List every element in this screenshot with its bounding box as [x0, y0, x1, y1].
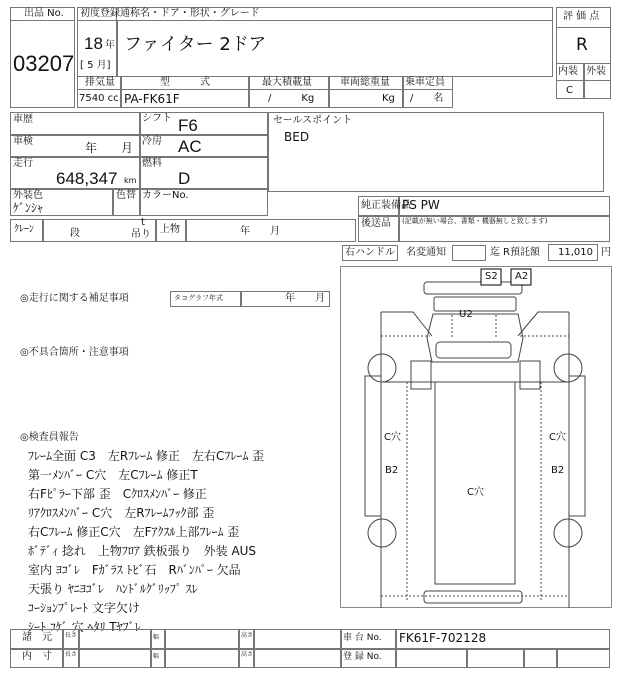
report-line: ｺｰｼｮﾝﾌﾟﾚｰﾄ 文字欠け — [28, 601, 140, 615]
grade: R — [576, 35, 588, 55]
model-label: 型 式 — [160, 77, 210, 88]
displacement-label: 排気量 — [85, 77, 115, 88]
inner-row-label: 内 寸 — [22, 651, 52, 662]
inspection: 年 月 — [85, 141, 134, 155]
inspection-label: 車検 — [13, 136, 33, 147]
mark-s2: S2 — [485, 271, 498, 282]
mark-b-left: B2 — [385, 465, 399, 476]
divider — [185, 219, 187, 242]
sales-text: BED — [284, 130, 310, 144]
tacho-label: タコグラフ年式 — [174, 294, 223, 302]
divider — [523, 648, 525, 668]
report-title: ◎検査員報告 — [20, 432, 79, 443]
color-label: 外装色 — [13, 190, 43, 201]
model: PA-FK61F — [124, 92, 180, 106]
fuel-label: 燃料 — [142, 158, 162, 169]
driving-notes-title: ◎走行に関する補足事項 — [20, 293, 129, 304]
mark-a2: A2 — [515, 271, 529, 282]
name-label: 通称名・ドア・形状・グレード — [120, 8, 260, 19]
divider — [150, 629, 152, 668]
width-label-2: 幅 — [153, 653, 160, 660]
mark-b-right: B2 — [551, 465, 565, 476]
length-label: 長さ — [65, 632, 78, 639]
history-label: 車歴 — [13, 114, 33, 125]
wheel-rr — [554, 519, 582, 547]
divider — [164, 629, 166, 668]
interior-label: 内装 — [558, 66, 578, 77]
equip-label: 純正装備品 — [361, 200, 411, 211]
crane-stage: 段 — [70, 228, 80, 239]
reg-month: [ 5 月] — [80, 60, 111, 71]
fuel: D — [178, 169, 191, 188]
mirror-right — [520, 361, 540, 389]
year-unit: 年 — [105, 40, 115, 51]
yen-label: 円 — [601, 247, 611, 258]
wheel-fl — [368, 354, 396, 382]
crane-t: t — [141, 217, 145, 228]
interior-grade: C — [566, 85, 573, 96]
name-change-label: 名変通知 — [406, 247, 446, 258]
height-label-2: 高さ — [241, 651, 254, 658]
cab-roof — [427, 314, 523, 362]
mark-c-left: C穴 — [384, 432, 401, 443]
damage-diagram — [340, 266, 612, 608]
report-line: 天張り ﾔﾆﾖｺﾞﾚ ﾊﾝﾄﾞﾙｸﾞﾘｯﾌﾟ ｽﾚ — [28, 582, 198, 596]
report-list — [28, 447, 264, 637]
right-step — [569, 376, 585, 516]
divider — [62, 629, 64, 668]
report-line: ﾘｱｸﾛｽﾒﾝﾊﾞｰ C穴 左Rﾌﾚｰﾑﾌｯｸ部 歪 — [28, 506, 215, 520]
divider — [466, 648, 468, 668]
divider — [155, 219, 157, 242]
body-date: 年 月 — [240, 226, 280, 237]
defects-title: ◎不具合箇所・注意事項 — [20, 347, 129, 358]
divider — [395, 629, 397, 668]
later-label: 後送品 — [361, 218, 391, 229]
divider — [10, 648, 610, 650]
gross-label: 車両総重量 — [340, 77, 390, 88]
first-reg-label: 初度登録 — [80, 8, 120, 19]
rear-bumper — [424, 591, 522, 603]
divider — [240, 291, 242, 307]
report-line: ｼｰﾄ ｺｹﾞ 穴 ﾍﾀﾘ Tﾔﾌﾞﾚ — [28, 620, 141, 634]
divider — [120, 76, 122, 108]
tacho-date: 年 月 — [285, 293, 325, 304]
ac-label: 冷房 — [142, 136, 162, 147]
body-label: 上物 — [160, 224, 180, 235]
crane-label: ｸﾚｰﾝ — [14, 224, 34, 235]
color-no-label: カラーNo. — [142, 190, 189, 201]
equip-value: PS PW — [402, 198, 440, 212]
report-line: 右Cﾌﾚｰﾑ 修正C穴 左Fｱｸｽﾙ上部ﾌﾚｰﾑ 歪 — [28, 525, 240, 539]
lot-number: 03207 — [13, 51, 75, 76]
displacement: 7540 cc — [79, 93, 119, 104]
gross: Kg — [382, 93, 395, 104]
divider — [328, 76, 330, 108]
height-label: 高さ — [241, 632, 254, 639]
crane-lift: 吊り — [131, 229, 151, 240]
capacity-label: 乗車定員 — [405, 77, 445, 88]
shift-label: シフト — [142, 113, 172, 124]
max-load: / Kg — [268, 93, 315, 104]
until-label: 迄 — [490, 247, 500, 258]
mark-c-right: C穴 — [549, 432, 566, 443]
divider — [139, 112, 141, 216]
exterior-label: 外装 — [586, 66, 606, 77]
reg-year: 18 — [84, 34, 103, 53]
divider — [402, 76, 404, 108]
divider — [340, 629, 342, 668]
divider — [42, 219, 44, 242]
divider — [583, 63, 585, 99]
wheel-fr — [554, 354, 582, 382]
divider — [556, 648, 558, 668]
mark-u2: U2 — [459, 309, 473, 320]
report-line: 第一ﾒﾝﾊﾞｰ C穴 左Cﾌﾚｰﾑ 修正T — [28, 468, 198, 482]
later-note: (記載が無い場合、書類・機器無しと致します) — [402, 217, 548, 225]
wheel-rl — [368, 519, 396, 547]
shift: F6 — [178, 116, 198, 135]
length-label-2: 長さ — [65, 651, 78, 658]
rhd-label: 右ハンドル — [345, 247, 395, 258]
crane-row — [10, 219, 356, 242]
capacity: / 名 — [410, 93, 444, 104]
divider — [116, 20, 118, 77]
report-line: 右Fﾋﾟﾗｰ下部 歪 Cｸﾛｽﾒﾝﾊﾞｰ 修正 — [28, 487, 207, 501]
mileage-unit: km — [124, 176, 137, 185]
name-change-box — [452, 245, 486, 261]
spec-row-label: 諸 元 — [22, 632, 52, 643]
doors-front — [381, 309, 569, 336]
windshield — [436, 342, 511, 358]
left-step — [365, 376, 381, 516]
sales-label: セールスポイント — [273, 115, 353, 126]
bed — [435, 382, 515, 584]
grade-label: 評 価 点 — [563, 11, 600, 22]
divider — [248, 76, 250, 108]
divider — [78, 629, 80, 668]
front-bumper — [424, 282, 522, 294]
mirror-left — [411, 361, 431, 389]
width-label: 幅 — [153, 634, 160, 641]
ac: AC — [178, 137, 202, 156]
color-change-label: 色替 — [116, 190, 136, 201]
mileage-label: 走行 — [13, 158, 33, 169]
report-line: ﾌﾚｰﾑ全面 C3 左Rﾌﾚｰﾑ 修正 左右Cﾌﾚｰﾑ 歪 — [28, 449, 265, 463]
vehicle-name: ファイター 2ドア — [124, 34, 267, 55]
max-load-label: 最大積載量 — [262, 77, 312, 88]
divider — [112, 188, 114, 216]
mileage: 648,347 — [56, 169, 118, 188]
lot-label: 出品 No. — [24, 8, 64, 19]
chassis-label: 車 台 No. — [343, 633, 382, 643]
report-line: ﾎﾞﾃﾞｨ 捻れ 上物ﾌﾛｱ 鉄板張り 外装 AUS — [28, 544, 257, 558]
front-grille — [434, 297, 516, 311]
color: ｹﾞﾝｼｬ — [13, 201, 44, 215]
mark-c-center: C穴 — [467, 487, 484, 498]
report-line: 室内 ﾖｺﾞﾚ Fｶﾞﾗｽ ﾄﾋﾞ石 Rﾊﾞﾝﾊﾟｰ 欠品 — [28, 563, 241, 577]
divider — [253, 629, 255, 668]
divider — [238, 629, 240, 668]
recycle-amount: 11,010 — [558, 247, 593, 258]
chassis-number: FK61F-702128 — [399, 631, 487, 645]
reg-no-label: 登 録 No. — [343, 652, 382, 662]
recycle-label: R預託額 — [503, 247, 540, 258]
